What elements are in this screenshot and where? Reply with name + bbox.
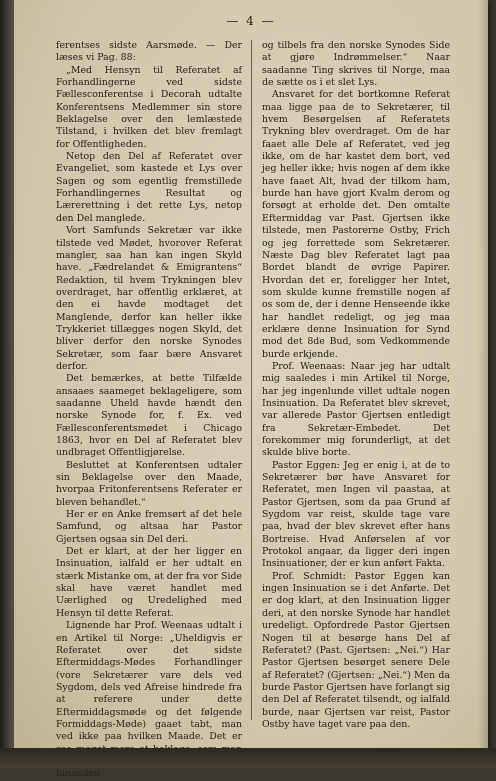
left-column: [56, 40, 242, 780]
paragraph: og tilbels fra den norske Synodes Side at gjøre Indrømmelser.“ Naar saadanne Ting skrives til Norge, maa de sætte os i et slet Lys.: [262, 40, 450, 89]
paragraph: Ansvaret for det bortkomne Referat maa ligge paa de to Sekretærer, til hvem Besørgelsen af Referatets Trykning blev overdraget. Om de har faaet alle Dele af Referatet, ved jeg ikke, om de har kastet dem bort, ved jeg heller ikke; hvis nogen af dem ikke have faaet Alt, hvad der tilkom ham, burde han have gjort Kvalm derom og forsøgt at erholde det. Den omtalte Eftermiddag var Past. Gjertsen ikke tilstede, men Pastorerne Ostby, Frich og jeg forrettede som Sekretærer. Næste Dag blev Referatet lagt paa Bordet blandt de øvrige Papirer. Hvordan det er, foreligger her Intet, som skulde kunne fremstille nogen af os som de, der i denne Henseende ikke har handlet redeligt, og jeg maa erklære denne Insinuation for Synd mod det 8de Bud, som Vedkommende burde erkjende.: [262, 89, 450, 360]
paragraph: Det bemærkes, at bette Tilfælde ansaaes saameget beklageligere, som saadanne Uheld havde hændt den norske Synode for, f. Ex. ved Fællesconferentsmødet i Chicago 1863, hvor en Del af Referatet blev undbraget Offentligjørelse.: [56, 373, 242, 459]
paragraph: Pastor Eggen: Jeg er enig i, at de to Sekretærer bør have Ansvaret for Referatet, men Ingen vil paastaa, at Pastor Gjertsen, som da paa Grund af Sygdom var reist, skulde tage vare paa, hvad der blev skrevet efter hans Bortreise. Hvad Anførselen af vor Protokol angaar, da ligger deri ingen Insinuationer, der er kun anført Fakta.: [262, 459, 450, 570]
paragraph: Det er klart, at der her ligger en Insinuation, ialfald er her udtalt en stærk Mistanke om, at der fra vor Side skal have været handlet med Uærlighed og Uredelighed med Hensyn til dette Referat.: [56, 546, 242, 619]
paragraph: Her er en Anke fremsørt af det hele Samfund, og altsaa har Pastor Gjertsen ogsaa sin Del deri.: [56, 509, 242, 545]
column-divider: [251, 40, 252, 720]
right-column: [262, 40, 450, 730]
page-edge-shadow: [478, 0, 488, 748]
paragraph: Lignende har Prof. Weenaas udtalt i en Artikel til Norge: „Uheldigvis er Referatet over det sidste Eftermiddags-Mødes Forhandlinger (vore Sekretærer vare dels ved Sygdom, dels ved Afreise hindrede fra at referere under dette Eftermiddagsmøde og det følgende Formiddags-Møde) gaaet tabt, man ved ikke paa hvilken Maade. Det er hinanden: [56, 620, 242, 780]
background-edge: [0, 748, 496, 768]
paragraph: Prof. Weenaas: Naar jeg har udtalt mig saaledes i min Artikel til Norge, har jeg ingenlunde villet udtale nogen Insinuation. Da Referatet blev skrevet, var allerede Pastor Gjertsen entledigt fra Sekretær-Embedet. Det forekommer mig forunderligt, at det skulde blive borte.: [262, 360, 450, 459]
document-page: [14, 0, 488, 780]
paragraph: Besluttet at Konferentsen udtaler sin Beklagelse over den Maade, hvorpaa Fritonferentsens Referater er bleven behandlet.“: [56, 459, 242, 508]
page-number: — 4 —: [226, 14, 276, 28]
paragraph: Prof. Schmidt: Pastor Eggen kan ingen Insinuation se i det Anførte. Det er dog klart, at den Insinuation ligger deri, at den norske Synode har handlet uredeligt. Opfordrede Pastor Gjertsen Nogen til at besørge hans Del af Referatet? (Past. Gjertsen: „Nei.“) Har Pastor Gjertsen besørget senere Dele af Referatet? (Gjertsen: „Nei.“) Men da burde Pastor Gjertsen have forlangt sig den Del af Referatet tilsendt, og ialfald burde, naar Gjertsen var reist, Pastor Ostby have taget vare paa den.: [262, 570, 451, 730]
paragraph: Vort Samfunds Sekretær var ikke tilstede ved Mødet, hvorover Referat mangler, saa han kan ingen Skyld have. „Fædrelandet & Emigrantens“ Redaktion, til hvem Trykningen blev overdraget, har offentlig erklæret, at den ei havde modtaget det Manglende, derfor kan heller ikke Trykkeriet tillægges nogen Skyld, det bliver derfor den norske Synodes Sekretær, som faar bære Ansvaret derfor.: [56, 225, 242, 372]
paragraph: Netop den Del af Referatet over Evangeliet, som kastede et Lys over Sagen og som egentlig fremstillede Forhandlingernes Resultat og Lærerettning i det rette Lys, netop den Del manglede.: [56, 151, 242, 224]
paragraph: ferentses sidste Aarsmøde. — Der læses vi Pag. 88:: [56, 40, 242, 64]
paragraph: „Med Hensyn til Referatet af Forhandlingerne ved sidste Fællesconferentse i Decorah udtalte Konferentsens Medlemmer sin store Beklagelse over den lemlæstede Tilstand, i hvilken det blev fremlagt for Offentligheden.: [56, 64, 242, 150]
